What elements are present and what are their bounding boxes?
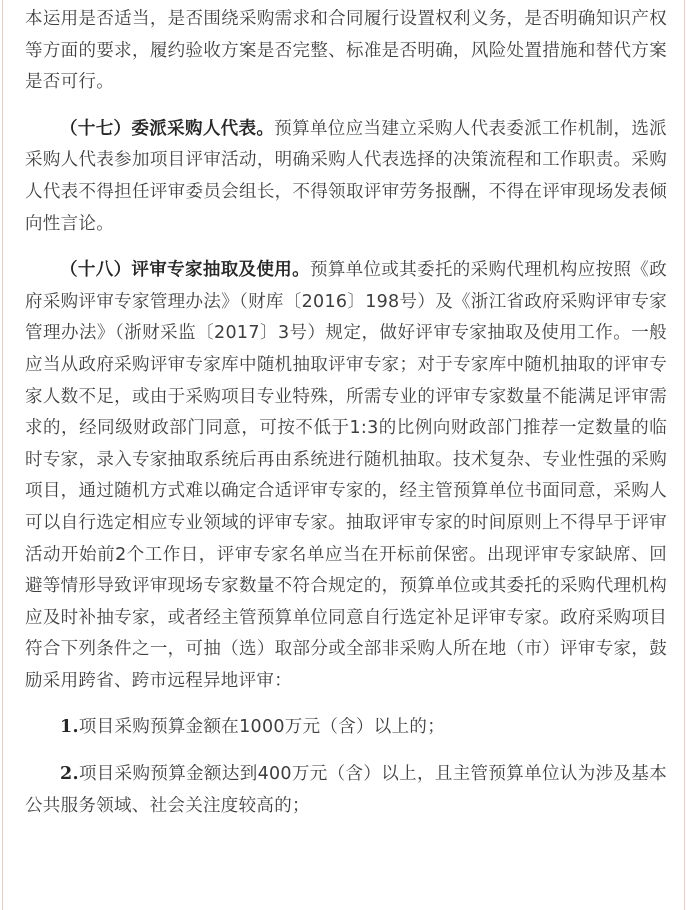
section-18-paragraph <box>25 255 667 697</box>
document-body <box>25 0 667 822</box>
list-item-number: 2. <box>60 764 79 785</box>
section-18-heading: （十八）评审专家抽取及使用。 <box>60 260 310 281</box>
section-17-paragraph <box>25 114 667 240</box>
list-item-text: 项目采购预算金额在1000万元（含）以上的； <box>78 717 446 738</box>
section-17-heading: （十七）委派采购人代表。 <box>60 118 275 139</box>
section-17-body: 预算单位应当建立采购人代表委派工作机制，选派采购人代表参加项目评审活动，明确采购人代表选择的决策流程和工作职责。采购人代表不得担任评审委员会组长，不得领取评审劳务报酬，不得在评审现场发表倾向性言论。 <box>25 118 667 234</box>
list-item <box>25 712 667 744</box>
intro-paragraph: 本运用是否适当，是否围绕采购需求和合同履行设置权利义务，是否明确知识产权等方面的要求，履约验收方案是否完整、标准是否明确，风险处置措施和替代方案是否可行。 <box>25 9 667 93</box>
document-page <box>2 0 685 910</box>
list-item-number: 1. <box>60 717 79 738</box>
section-18-body: 预算单位或其委托的采购代理机构应按照《政府采购评审专家管理办法》（财库〔2016〕198号）及《浙江省政府采购评审专家管理办法》（浙财采监〔2017〕3号）规定，做好评审专家抽取及使用工作。一般应当从政府采购评审专家库中随机抽取评审专家；对于专家库中随机抽取的评审专家人数不足，或由于采购项目专业特殊，所需专业的评审专家数量不能满足评审需求的，经同级财政部门同意，可按不低于1:3的比例向财政部门推荐一定数量的临时专家，录入专家抽取系统后再由系统进行随机抽取。技术复杂、专业性强的采购项目，通过随机方式难以确定合适评审专家的，经主管预算单位书面同意，采购人可以自行选定相应专业领域的评审专家。抽取评审专家的时间原则上不得早于评审活动开始前2个工作日，评审专家名单应当在开标前保密。出现评审专家缺席、回避等情形导致评审现场专家数量不符合规定的，预算单位或其委托的采购代理机构应及时补抽专家，或者经主管预算单位同意自行选定补足评审专家。政府采购项目符合下列条件之一，可抽（选）取部分或全部非采购人所在地（市）评审专家，鼓励采用跨省、跨市远程异地评审： <box>25 260 668 691</box>
list-item-text: 项目采购预算金额达到400万元（含）以上，且主管预算单位认为涉及基本公共服务领域、社会关注度较高的； <box>25 764 667 816</box>
list-item <box>25 759 667 822</box>
